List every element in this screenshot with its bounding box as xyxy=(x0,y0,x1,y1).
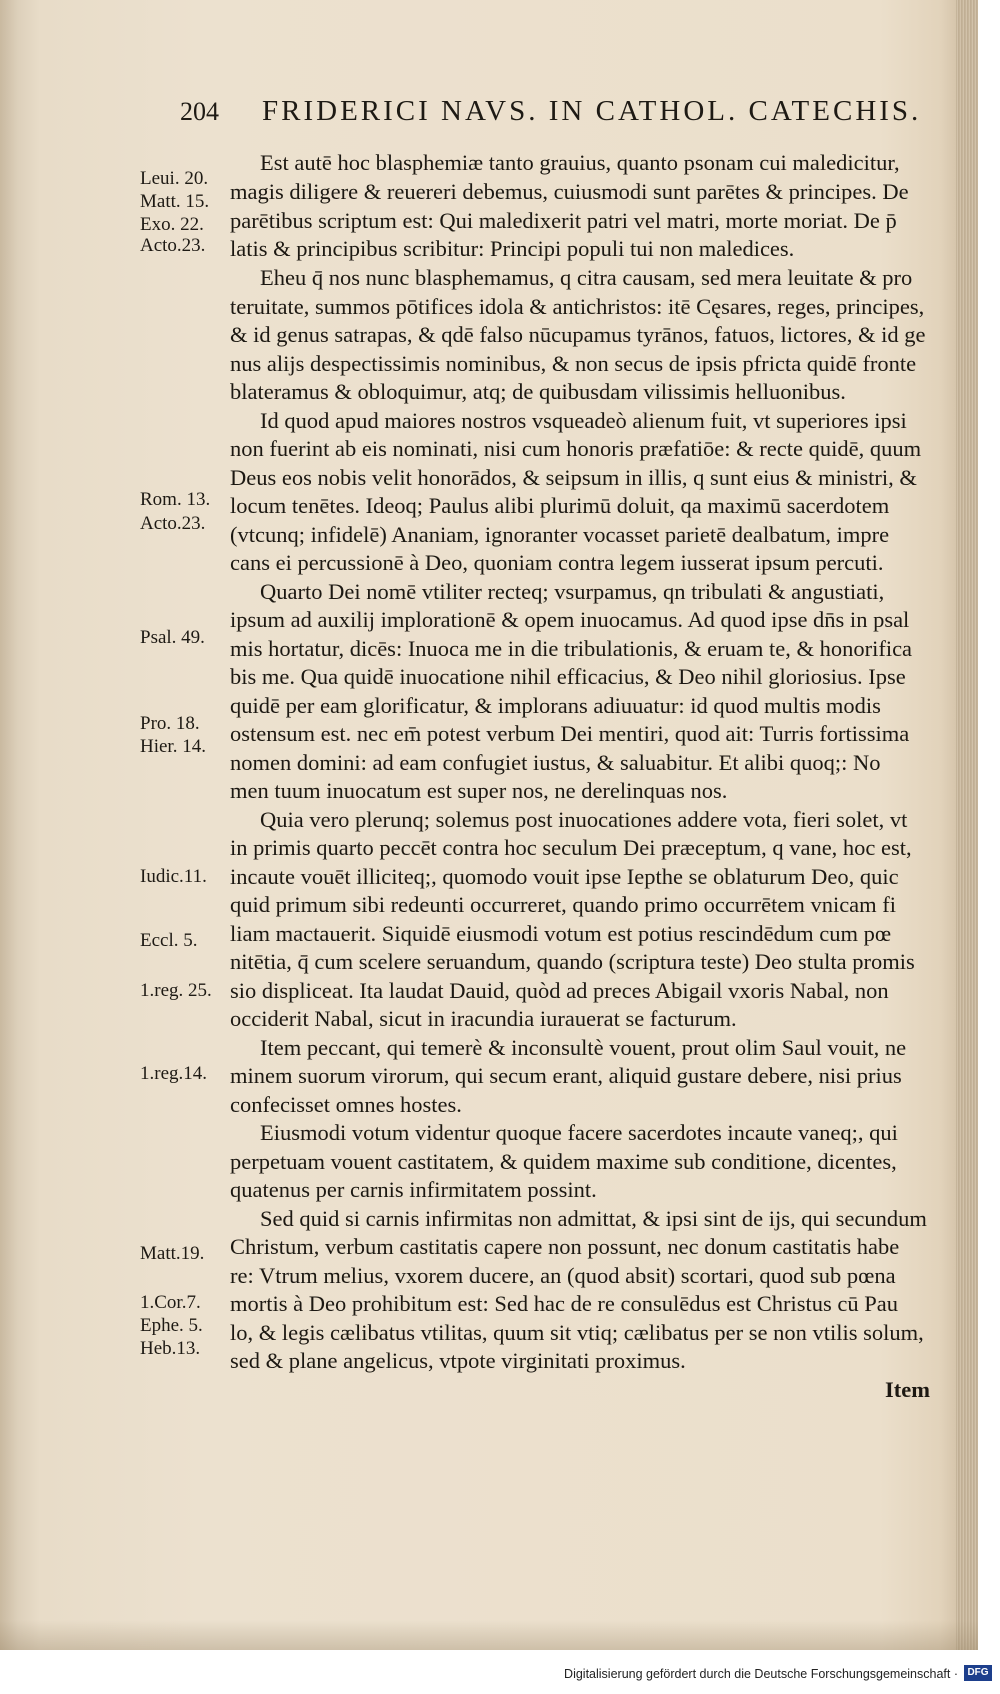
text-line: & id genus satrapas, & qdē falso nūcupamus tyrānos, fatuos, lictores, & id ge xyxy=(230,322,926,347)
text-line: blateramus & obloquimur, atq; de quibusdam vilissimis helluonibus. xyxy=(230,379,846,404)
margin-note: Rom. 13. xyxy=(140,489,211,510)
text-line: occiderit Nabal, sicut in iracundia iurauerat se facturum. xyxy=(230,1006,737,1031)
text-line: nitētia, q̄ cum scelere seruandum, quando (scriptura teste) Deo stulta promis xyxy=(230,949,915,974)
text-line: Sed quid si carnis infirmitas non admittat, & ipsi sint de ijs, qui secundum xyxy=(260,1206,927,1231)
margin-note: Pro. 18. xyxy=(140,713,200,734)
margin-note: Ephe. 5. xyxy=(140,1315,203,1336)
margin-note: Psal. 49. xyxy=(140,627,205,648)
text-line: quidē per eam glorificatur, & implorans adiuuatur: id quod multis modis xyxy=(230,693,881,718)
margin-note: Acto.23. xyxy=(140,235,206,256)
text-line: lo, & legis cælibatus vtilitas, quum sit vtiq; cælibatus per se non vtilis solum, xyxy=(230,1320,924,1345)
text-line: Deus eos nobis velit honorādos, & seipsum in illis, q sunt eius & ministri, & xyxy=(230,465,917,490)
margin-note: Heb.13. xyxy=(140,1338,201,1359)
text-line: liam mactauerit. Siquidē eiusmodi votum est potius rescindēdum cum pœ xyxy=(230,921,892,946)
margin-note: 1.reg.14. xyxy=(140,1063,208,1084)
funding-credit: Digitalisierung gefördert durch die Deutsche Forschungsgemeinschaft · xyxy=(564,1667,958,1681)
text-line: Christum, verbum castitatis capere non possunt, nec donum castitatis habe xyxy=(230,1234,900,1259)
text-line: bis me. Qua quidē inuocatione nihil efficacius, & Deo nihil gloriosius. Ipse xyxy=(230,664,906,689)
text-line: magis diligere & reuereri debemus, cuiusmodi sunt parētes & principes. De xyxy=(230,179,909,204)
text-line: quatenus per carnis infirmitatem possint. xyxy=(230,1177,597,1202)
text-line: minem suorum virorum, qui secum erant, aliquid gustare debere, nisi prius xyxy=(230,1063,902,1088)
dfg-logo: DFG xyxy=(964,1665,992,1681)
margin-note: Eccl. 5. xyxy=(140,930,198,951)
text-line: nomen domini: ad eam confugiet iustus, & saluabitur. Et alibi quoq;: No xyxy=(230,750,881,775)
margin-note: Matt.19. xyxy=(140,1243,205,1264)
text-line: cans ei percussionē à Deo, quoniam contra legem iusserat ipsum percuti. xyxy=(230,550,884,575)
page-shadow xyxy=(0,1620,978,1650)
text-line: Eheu q̄ nos nunc blasphemamus, q citra causam, sed mera leuitate & pro xyxy=(260,265,913,290)
margin-note: Iudic.11. xyxy=(140,866,207,887)
text-line: perpetuam vouent castitatem, & quidem maxime sub conditione, dicentes, xyxy=(230,1149,897,1174)
text-line: in primis quarto peccēt contra hoc seculum Dei præceptum, q vane, hoc est, xyxy=(230,835,912,860)
text-line: mis hortatur, dicēs: Inuoca me in die tribulationis, & eruam te, & honorifica xyxy=(230,636,913,661)
margin-note: Hier. 14. xyxy=(140,736,206,757)
text-line: latis & principibus scribitur: Principi populi tui non maledices. xyxy=(230,236,795,261)
catchword: Item xyxy=(885,1377,930,1402)
text-line: confecisset omnes hostes. xyxy=(230,1092,462,1117)
text-line: sed & plane angelicus, vtpote virginitati proximus. xyxy=(230,1348,686,1373)
text-line: sio displiceat. Ita laudat Dauid, quòd ad preces Abigail vxoris Nabal, non xyxy=(230,978,889,1003)
margin-note: Leui. 20. xyxy=(140,168,209,189)
text-line: parētibus scriptum est: Qui maledixerit patri vel matri, morte moriat. De p̄ xyxy=(230,208,897,233)
margin-note: Matt. 15. xyxy=(140,191,210,212)
text-line: locum tenētes. Ideoq; Paulus alibi plurimū doluit, qa maximū sacerdotem xyxy=(230,493,890,518)
text-line: ostensum est. nec em̄ potest verbum Dei mentiri, quod ait: Turris fortissima xyxy=(230,721,910,746)
margin-note: 1.reg. 25. xyxy=(140,980,212,1001)
text-line: nus alijs despectissimis nominibus, & non secus de ipsis pfricta quidē fronte xyxy=(230,351,917,376)
text-line: Quia vero plerunq; solemus post inuocationes addere vota, fieri solet, vt xyxy=(260,807,908,832)
running-head: FRIDERICI NAVS. IN CATHOL. CATECHIS. xyxy=(262,95,922,127)
text-line: Eiusmodi votum videntur quoque facere sacerdotes incaute vaneq;, qui xyxy=(260,1120,898,1145)
text-line: men tuum inuocatum est super nos, ne derelinquas nos. xyxy=(230,778,728,803)
text-line: Id quod apud maiores nostros vsqueadeò alienum fuit, vt superiores ipsi xyxy=(260,408,907,433)
text-line: quid primum sibi redeunti occurreret, quando primo occurrētem vnicam fi xyxy=(230,892,897,917)
margin-note: Acto.23. xyxy=(140,513,206,534)
text-line: re: Vtrum melius, vxorem ducere, an (quod absit) scortari, quod sub pœna xyxy=(230,1263,896,1288)
text-line: (vtcunq; infidelē) Ananiam, ignoranter vocasset parietē dealbatum, impre xyxy=(230,522,890,547)
text-line: incaute vouēt illiciteq;, quomodo vouit ipse Iepthe se oblaturum Deo, quic xyxy=(230,864,899,889)
page-number: 204 xyxy=(180,97,219,126)
text-line: ipsum ad auxilij implorationē & opem inuocamus. Ad quod ipse dn̄s in psal xyxy=(230,607,910,632)
margin-note: 1.Cor.7. xyxy=(140,1292,201,1313)
text-line: mortis à Deo prohibitum est: Sed hac de re consulēdus est Christus cū Pau xyxy=(230,1291,899,1316)
margin-note: Exo. 22. xyxy=(140,214,204,235)
text-line: teruitate, summos pōtifices idola & antichristos: itē Cęsares, reges, principes, xyxy=(230,294,925,319)
digitization-footer xyxy=(0,1650,1000,1694)
text-line: Est autē hoc blasphemiæ tanto grauius, quanto psonam cui maledicitur, xyxy=(260,150,900,175)
text-line: Quarto Dei nomē vtiliter recteq; vsurpamus, qn tribulati & angustiati, xyxy=(260,579,885,604)
page-header xyxy=(180,97,920,137)
text-line: non fuerint ab eis nominati, nisi cum honoris præfatiōe: & recte quidē, quum xyxy=(230,436,922,461)
text-line: Item peccant, qui temerè & inconsultè vouent, prout olim Saul vouit, ne xyxy=(260,1035,907,1060)
